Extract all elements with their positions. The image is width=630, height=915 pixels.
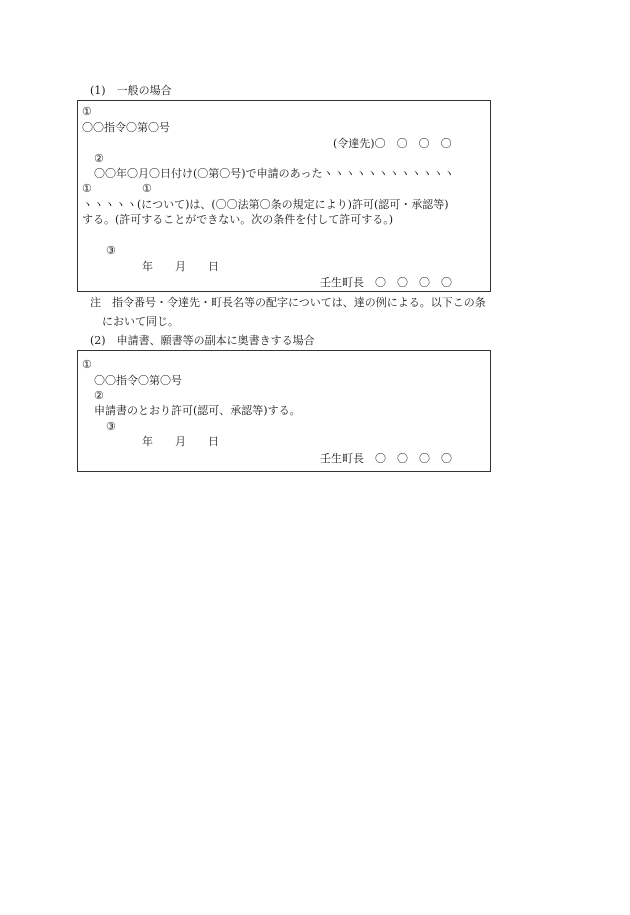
section1-mark-e: ③ bbox=[106, 244, 116, 257]
section1-line2: ヽヽヽヽヽ(について)は、(〇〇法第〇条の規定により)許可(認可・承認等) bbox=[82, 198, 449, 211]
section1-mark-a: ① bbox=[82, 105, 92, 118]
section2-doc-number: 〇〇指令〇第〇号 bbox=[94, 374, 182, 387]
section2-date: 年 月 日 bbox=[142, 435, 219, 448]
section2-signer: 壬生町長 〇 〇 〇 〇 bbox=[320, 452, 452, 465]
section1-heading: (1) 一般の場合 bbox=[90, 84, 172, 97]
section1-line1: 〇〇年〇月〇日付け(〇第〇号)で申請のあったヽヽヽヽヽヽヽヽヽヽヽヽ bbox=[94, 167, 455, 180]
section1-date: 年 月 日 bbox=[142, 260, 219, 273]
section1-doc-number: 〇〇指令〇第〇号 bbox=[82, 121, 170, 134]
section1-recipient: (令達先)〇 〇 〇 〇 bbox=[333, 137, 452, 150]
section2-mark-b: ② bbox=[94, 389, 104, 402]
note-line2: において同じ。 bbox=[102, 315, 179, 328]
section1-signer: 壬生町長 〇 〇 〇 〇 bbox=[320, 276, 452, 289]
note-line1: 注 指令番号・令達先・町長名等の配字については、達の例による。以下この条 bbox=[90, 296, 486, 309]
section1-line3: する。(許可することができない。次の条件を付して許可する。) bbox=[82, 213, 394, 226]
section1-mark-c: ① bbox=[82, 182, 92, 195]
section1-mark-b: ② bbox=[94, 152, 104, 165]
section2-heading: (2) 申請書、願書等の副本に奥書きする場合 bbox=[90, 334, 315, 347]
section2-mark-a: ① bbox=[82, 358, 92, 371]
section2-mark-c: ③ bbox=[106, 420, 116, 433]
section2-line1: 申請書のとおり許可(認可、承認等)する。 bbox=[94, 404, 301, 417]
section1-mark-d: ① bbox=[142, 182, 152, 195]
